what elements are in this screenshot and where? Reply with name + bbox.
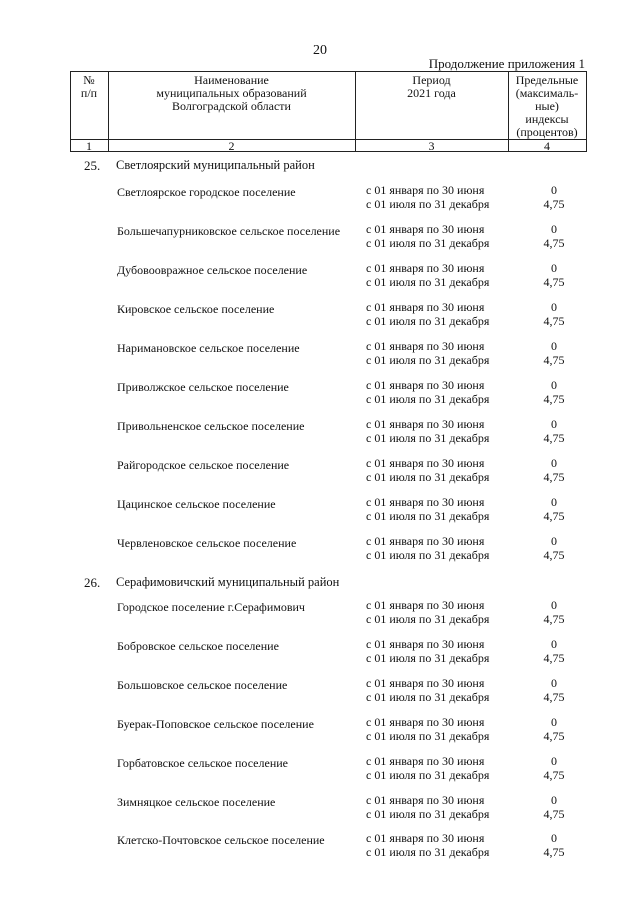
index-value: 0 4,75 bbox=[543, 495, 565, 523]
header-col-index: Предельные (максималь- ные) индексы (процентов) bbox=[515, 73, 579, 139]
index-value: 0 4,75 bbox=[543, 676, 565, 704]
settlement-name: Наримановское сельское поселение bbox=[117, 341, 300, 355]
table-row bbox=[0, 831, 640, 861]
index-value: 0 4,75 bbox=[543, 754, 565, 782]
section-number: 25. bbox=[84, 158, 101, 173]
settlement-name: Райгородское сельское поселение bbox=[117, 458, 290, 472]
period: с 01 января по 30 июня с 01 июля по 31 декабря bbox=[366, 222, 490, 250]
table-row bbox=[0, 637, 640, 667]
index-value: 0 4,75 bbox=[543, 598, 565, 626]
index-value: 0 4,75 bbox=[543, 534, 565, 562]
index-value: 0 4,75 bbox=[543, 793, 565, 821]
period: с 01 января по 30 июня с 01 июля по 31 декабря bbox=[366, 183, 490, 211]
period: с 01 января по 30 июня с 01 июля по 31 декабря bbox=[366, 456, 490, 484]
settlement-name: Приволжское сельское поселение bbox=[117, 380, 289, 394]
index-value: 0 4,75 bbox=[543, 222, 565, 250]
period: с 01 января по 30 июня с 01 июля по 31 декабря bbox=[366, 598, 490, 626]
index-value: 0 4,75 bbox=[543, 417, 565, 445]
index-value: 0 4,75 bbox=[543, 456, 565, 484]
settlement-name: Привольненское сельское поселение bbox=[117, 419, 305, 433]
index-value: 0 4,75 bbox=[543, 261, 565, 289]
period: с 01 января по 30 июня с 01 июля по 31 декабря bbox=[366, 676, 490, 704]
period: с 01 января по 30 июня с 01 июля по 31 декабря bbox=[366, 715, 490, 743]
period: с 01 января по 30 июня с 01 июля по 31 декабря bbox=[366, 417, 490, 445]
settlement-name: Буерак-Поповское сельское поселение bbox=[117, 717, 314, 731]
table-row bbox=[0, 754, 640, 784]
index-value: 0 4,75 bbox=[543, 183, 565, 211]
period: с 01 января по 30 июня с 01 июля по 31 декабря bbox=[366, 261, 490, 289]
page-number: 20 bbox=[313, 43, 327, 58]
column-number-1: 1 bbox=[86, 139, 92, 153]
period: с 01 января по 30 июня с 01 июля по 31 декабря bbox=[366, 754, 490, 782]
settlement-name: Кировское сельское поселение bbox=[117, 302, 275, 316]
table-row bbox=[0, 339, 640, 369]
period: с 01 января по 30 июня с 01 июля по 31 декабря bbox=[366, 495, 490, 523]
settlement-name: Бобровское сельское поселение bbox=[117, 639, 279, 653]
index-value: 0 4,75 bbox=[543, 378, 565, 406]
section-title: Серафимовичский муниципальный район bbox=[116, 575, 340, 589]
table-row bbox=[0, 261, 640, 291]
period: с 01 января по 30 июня с 01 июля по 31 декабря bbox=[366, 378, 490, 406]
settlement-name: Городское поселение г.Серафимович bbox=[117, 600, 305, 614]
settlement-name: Большечапурниковское сельское поселение bbox=[117, 224, 341, 238]
settlement-name: Цацинское сельское поселение bbox=[117, 497, 276, 511]
index-value: 0 4,75 bbox=[543, 715, 565, 743]
table-row bbox=[0, 715, 640, 745]
table-row bbox=[0, 300, 640, 330]
table-row bbox=[0, 495, 640, 525]
index-value: 0 4,75 bbox=[543, 300, 565, 328]
period: с 01 января по 30 июня с 01 июля по 31 декабря bbox=[366, 793, 490, 821]
table-row bbox=[0, 676, 640, 706]
index-value: 0 4,75 bbox=[543, 637, 565, 665]
period: с 01 января по 30 июня с 01 июля по 31 декабря bbox=[366, 831, 490, 859]
index-value: 0 4,75 bbox=[543, 339, 565, 367]
section-title: Светлоярский муниципальный район bbox=[116, 158, 315, 172]
table-row bbox=[0, 417, 640, 447]
table-row bbox=[0, 378, 640, 408]
section-number: 26. bbox=[84, 575, 101, 590]
table-row bbox=[0, 222, 640, 252]
period: с 01 января по 30 июня с 01 июля по 31 декабря bbox=[366, 339, 490, 367]
header-col-period: Период 2021 года bbox=[407, 73, 456, 100]
settlement-name: Светлоярское городское поселение bbox=[117, 185, 296, 199]
header-col-number: № п/п bbox=[80, 73, 98, 100]
continuation-note: Продолжение приложения 1 bbox=[428, 56, 585, 71]
table-row bbox=[0, 598, 640, 628]
header-top-rule bbox=[70, 71, 587, 72]
settlement-name: Горбатовское сельское поселение bbox=[117, 756, 288, 770]
table-row bbox=[0, 534, 640, 564]
settlement-name: Зимняцкое сельское поселение bbox=[117, 795, 276, 809]
settlement-name: Червленовское сельское поселение bbox=[117, 536, 297, 550]
period: с 01 января по 30 июня с 01 июля по 31 декабря bbox=[366, 637, 490, 665]
index-value: 0 4,75 bbox=[543, 831, 565, 859]
settlement-name: Клетско-Почтовское сельское поселение bbox=[117, 833, 325, 847]
column-number-2: 2 bbox=[228, 139, 235, 153]
settlement-name: Большовское сельское поселение bbox=[117, 678, 288, 692]
column-number-4: 4 bbox=[544, 139, 550, 153]
table-row bbox=[0, 793, 640, 823]
header-col-name: Наименование муниципальных образований Волгоградской области bbox=[156, 73, 307, 113]
header-border-right bbox=[586, 71, 587, 152]
period: с 01 января по 30 июня с 01 июля по 31 декабря bbox=[366, 534, 490, 562]
table-row bbox=[0, 183, 640, 213]
table-row bbox=[0, 456, 640, 486]
column-number-3: 3 bbox=[428, 139, 435, 153]
settlement-name: Дубовооврaжное сельское поселение bbox=[117, 263, 308, 277]
period: с 01 января по 30 июня с 01 июля по 31 декабря bbox=[366, 300, 490, 328]
